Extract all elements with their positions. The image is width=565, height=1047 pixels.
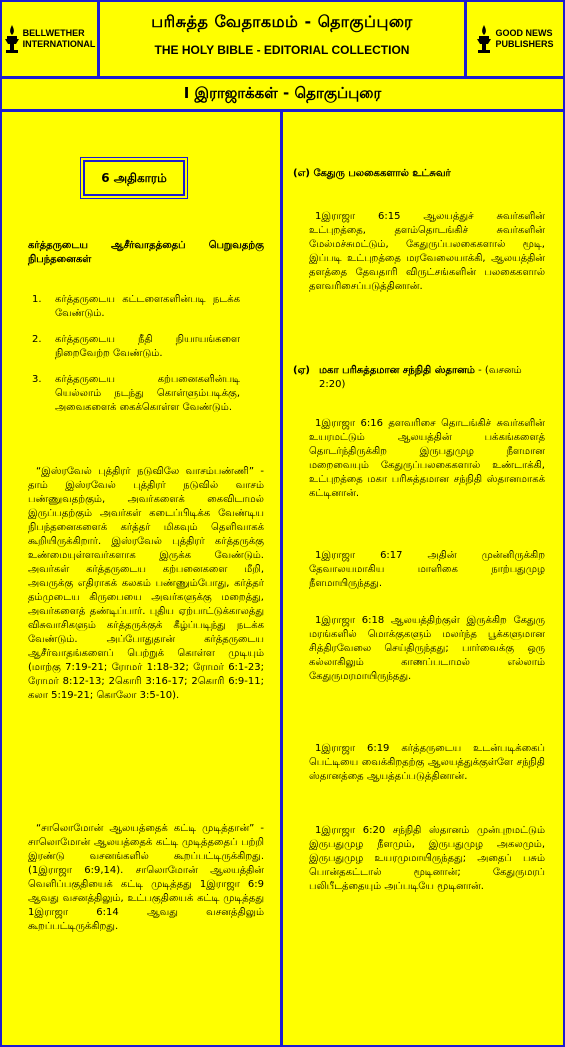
section-heading-ae xyxy=(293,364,545,392)
paragraph-solomon: “சாலொமோன் ஆலயத்தைக் கட்டி முடித்தான்” - சாலொமோன் ஆலயத்தைக் கட்டி முடித்ததைப் பற்றி இரண்டு வசனங்களில் கூறப்பட்டிருக்கிறது. (1இராஜா 6:9,14). சாலொமோன் ஆலயத்தின் வெளிப்பகுதியைக் கட்டி முடித்தது 1இராஜா 6:9 ஆவது வசனத்திலும், உட்பகுதியைக் கட்டி முடித்தது 1இராஜா 6:14 ஆவது வசனத்திலும் கூறப்பட்டிருக்கிறது. xyxy=(28,823,264,932)
list-item xyxy=(32,333,240,361)
section-title: கேதுரு பலகைகளால் உட்சுவர் xyxy=(313,168,451,179)
section-label: (ஏ) xyxy=(293,365,310,376)
verse-6-19: 1இராஜா 6:19 கர்த்தருடைய உடன்படிக்கைப் பெட்டியை வைக்கிறதற்கு ஆலயத்துக்குள்ளே சந்நிதி ஸ்தானத்தை ஆயத்தப்படுத்தினான். xyxy=(309,743,545,782)
section-label: (எ) xyxy=(293,168,310,179)
section-heading-e xyxy=(293,167,553,181)
lamp-icon xyxy=(4,24,20,54)
bellwether-logo xyxy=(2,2,97,76)
chapter-label xyxy=(83,160,185,196)
logo-line-1: BELLWETHER xyxy=(22,28,85,38)
english-title: THE HOLY BIBLE - EDITORIAL COLLECTION xyxy=(154,43,410,57)
book-title-bar xyxy=(2,79,563,109)
good-news-logo xyxy=(467,2,563,76)
section-ref: - (வசனம் 2:20) xyxy=(319,365,522,390)
verse-6-17: 1இராஜா 6:17 அதின் முன்னிருக்கிற தேவாலயமாகிய மாளிகை நாற்பதுமுழ நீளமாயிருந்தது. xyxy=(309,550,545,589)
bellwether-logo-text xyxy=(23,28,96,50)
left-column xyxy=(2,112,280,1045)
verse-6-15: 1இராஜா 6:15 ஆலயத்துச் சுவர்களின் உட்புறத்தை, தளம்தொடங்கிச் சுவர்களின் மேல்மச்சுமட்டும், கேதுருப்பலகைகளால் மூடி, இப்படி உட்புறத்தை மரவேலையாக்கி, ஆலயத்தின் தளத்தை தேவதாரி விருட்சங்களின் பலகைகளால் தளவரிசைப்படுத்தினான். xyxy=(309,211,545,292)
header-title-box xyxy=(100,2,464,76)
verse-6-18: 1இராஜா 6:18 ஆலயத்திற்குள் இருக்கிற கேதுரு மரங்களில் மொக்குகளும் மலர்ந்த பூக்களுமான சித்திரவேலை செய்திருந்தது; பார்வைக்கு ஒரு கல்லாகிலும் காணப்படாமல் எல்லாம் கேதுருமரமாயிருந்தது. xyxy=(309,615,545,682)
logo-line-2: PUBLISHERS xyxy=(495,39,554,49)
list-item-text: கர்த்தருடைய கட்டளைகளின்படி நடக்க வேண்டும். xyxy=(55,294,240,319)
list-item-number: 3. xyxy=(32,374,42,385)
right-column xyxy=(283,112,563,1045)
good-news-logo-text xyxy=(495,28,553,50)
logo-line-2: INTERNATIONAL xyxy=(22,39,96,49)
logo-line-1: GOOD NEWS xyxy=(495,28,553,38)
list-item xyxy=(32,373,240,415)
conditions-list xyxy=(32,293,240,427)
lamp-icon xyxy=(476,24,492,54)
section-heading: கர்த்தருடைய ஆசீர்வாதத்தைப் பெறுவதற்கு நிபந்தனைகள் xyxy=(28,240,264,265)
list-item-text: கர்த்தருடைய நீதி நியாயங்களை நிறைவேற்ற வேண்டும். xyxy=(55,334,240,359)
verse-6-16: 1இராஜா 6:16 தளவரிசை தொடங்கிச் சுவர்களின் உயரமட்டும் ஆலயத்தின் பக்கங்களைத் தொடர்ந்திருக்கிற இருபதுமுழ நீளமான மறைவையும் கேதுருப்பலகைகளால் உண்டாக்கி, உட்புறத்தை மகா பரிசுத்தமான சந்நிதி ஸ்தானமாகக் கட்டினான். xyxy=(309,418,545,499)
list-item-number: 1. xyxy=(32,294,42,305)
section-title: மகா பரிசுத்தமான சந்நிதி ஸ்தானம் xyxy=(319,365,475,376)
list-item xyxy=(32,293,240,321)
list-item-text: கர்த்தருடைய கற்பனைகளின்படி யெல்லாம் நடந்து கொள்ளும்படிக்கு, அவைகளைக் கைக்கொள்ள வேண்டும். xyxy=(55,374,240,413)
tamil-title: பரிசுத்த வேதாகமம் - தொகுப்புரை xyxy=(151,12,413,31)
section-heading-ae-body xyxy=(319,364,545,392)
verse-6-20: 1இராஜா 6:20 சந்நிதி ஸ்தானம் முன்புறமட்டும் இருபதுமுழ நீளமும், இருபதுமுழ அகலமும், இருபதுமுழ உயரமுமாயிருந்தது; அதைப் பசும் பொன்தகட்டால் மூடினான்; கேதுருமரப் பலிபீடத்தையும் அப்படியே மூடினான். xyxy=(309,825,545,892)
paragraph-israel: “இஸ்ரவேல் புத்திரர் நடுவிலே வாசம்பண்ணி” - தாம் இஸ்ரவேல் புத்திரர் நடுவில் வாசம் பண்ணுவதற்கும், அவர்களைக் கைவிடாமல் இருப்பதற்கும் அவர்கள் கடைப்பிடிக்க வேண்டிய நிபந்தனைகளைக் கர்த்தர் மிகவும் தெளிவாகக் கூறியிருக்கிறார். இஸ்ரவேல் புத்திரர் கர்த்தருக்கு உண்மையுள்ளவர்களாக இருக்க வேண்டும். அவர்கள் கர்த்தருடைய கற்பனைகளை மீறி, அவருக்கு எதிராகக் கலகம் பண்ணும்போது, கர்த்தர் தம்முடைய கிருபையை அவர்களுக்கு மறைத்து, அவர்களைத் தண்டிப்பார். புதிய ஏற்பாட்டுக்காலத்து விசுவாசிகளும் கர்த்தருக்குக் கீழ்ப்படிந்து நடக்க வேண்டும். அப்போதுதான் கர்த்தருடைய ஆசீர்வாதங்களைப் பெற்றுக் கொள்ள முடியும் (மாற்கு 7:19-21; ரோமர் 1:18-32; ரோமர் 6:1-23; ரோமர் 8:12-13; 2கொரி 3:16-17; 2கொரி 6:9-11; கலா 5:19-21; கொலோ 3:5-10). xyxy=(28,466,264,701)
book-title: I இராஜாக்கள் - தொகுப்புரை xyxy=(183,84,382,102)
chapter-label-text: 6 அதிகாரம் xyxy=(101,171,167,185)
list-item-number: 2. xyxy=(32,334,42,345)
